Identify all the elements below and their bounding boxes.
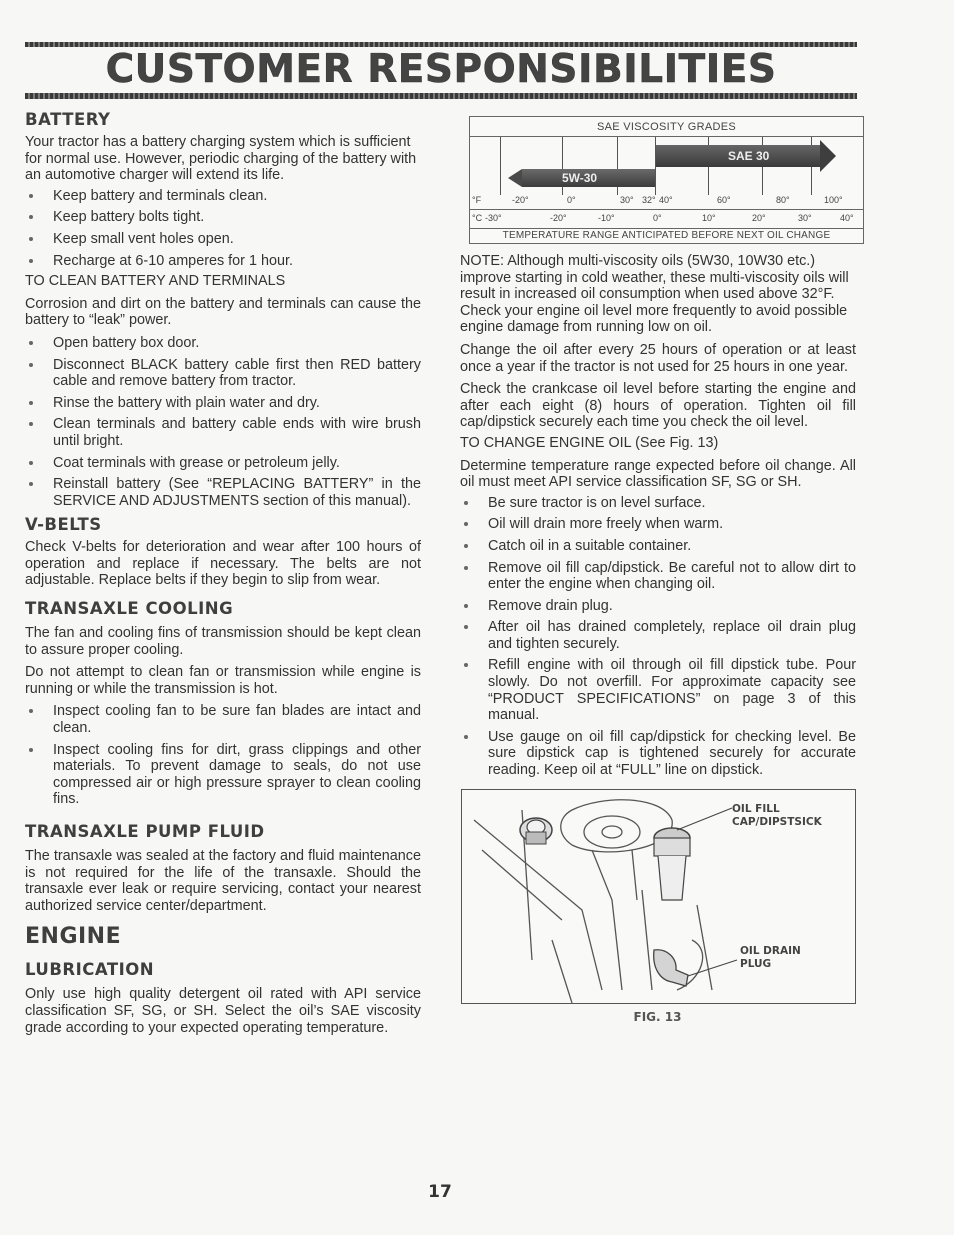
left-column <box>25 110 421 1036</box>
list-item: After oil has drained completely, replace oil drain plug and tighten securely. <box>460 619 856 652</box>
list-item: Inspect cooling fins for dirt, grass clippings and other materials. To prevent damage to seals, do not use compressed air or high pressure sprayer to clean cooling fins. <box>25 742 421 808</box>
f-unit: °F <box>472 195 482 205</box>
engine-heading: ENGINE <box>25 924 122 950</box>
c-tick: 20° <box>752 213 766 223</box>
dipstick-tube-icon <box>654 808 732 900</box>
sae30-bar <box>656 145 820 167</box>
viscosity-chart <box>469 116 864 244</box>
list-item: Disconnect BLACK battery cable first then RED battery cable and remove battery from tractor. <box>25 357 421 390</box>
change-oil-heading: TO CHANGE ENGINE OIL (See Fig. 13) <box>460 434 719 451</box>
list-item: Catch oil in a suitable container. <box>460 538 856 555</box>
figure-caption: FIG. 13 <box>633 1010 682 1024</box>
list-item: Rinse the battery with plain water and dry. <box>25 395 421 412</box>
list-item: Recharge at 6-10 amperes for 1 hour. <box>25 253 421 270</box>
battery-heading: BATTERY <box>25 110 111 129</box>
list-item: Refill engine with oil through oil fill dipstick tube. Pour slowly. Do not overfill. For approximate capacity see “PRODUCT SPECIFICATIONS” on page 3 of this manual. <box>460 657 856 723</box>
list-item: Keep battery and terminals clean. <box>25 188 421 205</box>
callout-line: OIL FILL <box>732 803 780 815</box>
clean-battery-list <box>25 335 421 509</box>
list-item: Oil will drain more freely when warm. <box>460 516 856 533</box>
lubrication-text: Only use high quality detergent oil rated with API service classification SF, SG, or SH. Select the oil’s SAE viscosity grade according to your expected operating temperature. <box>25 986 421 1036</box>
fahrenheit-scale <box>470 195 863 210</box>
f-tick: 32° <box>642 195 656 205</box>
transaxle-pump-heading: TRANSAXLE PUMP FLUID <box>25 822 265 841</box>
oil-fill-cap-icon <box>520 818 552 844</box>
note-text: Although multi-viscosity oils (5W30, 10W30 etc.) improve starting in cold weather, these multi-viscosity oils will result in increased oil consumption when used above 32°F. Check your engine oil level more frequently to avoid possible engine damage from running low on oil. <box>460 253 849 336</box>
f-tick: -20° <box>512 195 529 205</box>
oil-drain-callout <box>740 945 801 971</box>
transaxle-cooling-heading: TRANSAXLE COOLING <box>25 599 234 619</box>
clean-battery-heading: TO CLEAN BATTERY AND TERMINALS <box>25 273 286 290</box>
viscosity-chart-footer: TEMPERATURE RANGE ANTICIPATED BEFORE NEXT OIL CHANGE <box>470 228 863 243</box>
list-item: Open battery box door. <box>25 335 421 352</box>
c-tick: -10° <box>598 213 615 223</box>
f-tick: 80° <box>776 195 790 205</box>
oil-check-text: Check the crankcase oil level before starting the engine and after each eight (8) hours of operation. Tighten oil fill cap/dipstick securely each time you check the oil level. <box>460 381 856 431</box>
transaxle-cooling-list <box>25 703 421 808</box>
battery-list <box>25 188 421 269</box>
page-title: CUSTOMER RESPONSIBILITIES <box>105 47 777 92</box>
transaxle-pump-text: The transaxle was sealed at the factory and fluid maintenance is not required for the life of the transaxle. Should the transaxle ever leak or require servicing, contact your nearest authorized service center/department. <box>25 848 421 914</box>
celsius-scale <box>470 213 863 224</box>
f-tick: 30° <box>620 195 634 205</box>
right-column <box>460 253 856 779</box>
list-item: Remove drain plug. <box>460 598 856 615</box>
oil-note <box>460 253 856 336</box>
c-tick: 40° <box>840 213 854 223</box>
list-item: Inspect cooling fan to be sure fan blades are intact and clean. <box>25 703 421 736</box>
page-number: 17 <box>428 1182 452 1202</box>
vbelts-heading: V-BELTS <box>25 515 102 535</box>
list-item: Keep small vent holes open. <box>25 231 421 248</box>
oil-fill-callout <box>732 803 822 829</box>
callout-line: CAP/DIPSTSICK <box>732 816 822 828</box>
list-item: Be sure tractor is on level surface. <box>460 495 856 512</box>
5w30-arrow <box>508 169 522 187</box>
viscosity-chart-title: SAE VISCOSITY GRADES <box>596 121 737 133</box>
f-tick: 0° <box>567 195 576 205</box>
c-tick: -20° <box>550 213 567 223</box>
c-tick: 10° <box>702 213 716 223</box>
5w30-label: 5W-30 <box>562 171 598 185</box>
transaxle-cooling-p1: The fan and cooling fins of transmission should be kept clean to assure proper cooling. <box>25 625 421 658</box>
vbelts-text: Check V-belts for deterioration and wear after 100 hours of operation and replace if necessary. The belts are not adjustable. Replace belts if they begin to slip from wear. <box>25 539 421 589</box>
lubrication-heading: LUBRICATION <box>25 960 155 980</box>
f-tick: 40° <box>659 195 673 205</box>
sae30-arrow <box>820 140 836 172</box>
note-label: NOTE: <box>460 253 504 269</box>
change-oil-list <box>460 495 856 779</box>
list-item: Coat terminals with grease or petroleum jelly. <box>25 455 421 472</box>
oil-determine-text: Determine temperature range expected before oil change. All oil must meet API service classification SF, SG or SH. <box>460 457 856 491</box>
clean-battery-intro: Corrosion and dirt on the battery and terminals can cause the battery to “leak” power. <box>25 295 421 329</box>
list-item: Reinstall battery (See “REPLACING BATTERY” in the SERVICE AND ADJUSTMENTS section of this manual). <box>25 476 421 509</box>
list-item: Use gauge on oil fill cap/dipstick for checking level. Be sure dipstick cap is tightened securely for accurate reading. Keep oil at “FULL” line on dipstick. <box>460 729 856 779</box>
f-tick: 60° <box>717 195 731 205</box>
oil-change-interval: Change the oil after every 25 hours of operation or at least once a year if the tractor is not used for 25 hours in one year. <box>460 341 856 375</box>
5w30-bar <box>522 169 655 187</box>
c-unit: °C <box>472 213 483 223</box>
c-tick: 30° <box>798 213 812 223</box>
callout-line: PLUG <box>740 958 772 970</box>
title-rule-bottom <box>25 93 857 99</box>
sae30-label: SAE 30 <box>728 149 770 163</box>
list-item: Keep battery bolts tight. <box>25 209 421 226</box>
f-tick: 100° <box>824 195 843 205</box>
list-item: Remove oil fill cap/dipstick. Be careful not to allow dirt to enter the engine when changing oil. <box>460 560 856 593</box>
c-tick: 0° <box>653 213 662 223</box>
viscosity-grid <box>470 136 863 223</box>
drain-plug-icon <box>654 950 737 986</box>
callout-line: OIL DRAIN <box>740 945 801 957</box>
transaxle-cooling-p2: Do not attempt to clean fan or transmission while engine is running or while the transmission is hot. <box>25 664 421 697</box>
list-item: Clean terminals and battery cable ends with wire brush until bright. <box>25 416 421 449</box>
c-tick: -30° <box>485 213 502 223</box>
battery-intro: Your tractor has a battery charging system which is sufficient for normal use. However, periodic charging of the battery with an automotive charger will extend its life. <box>25 134 417 184</box>
